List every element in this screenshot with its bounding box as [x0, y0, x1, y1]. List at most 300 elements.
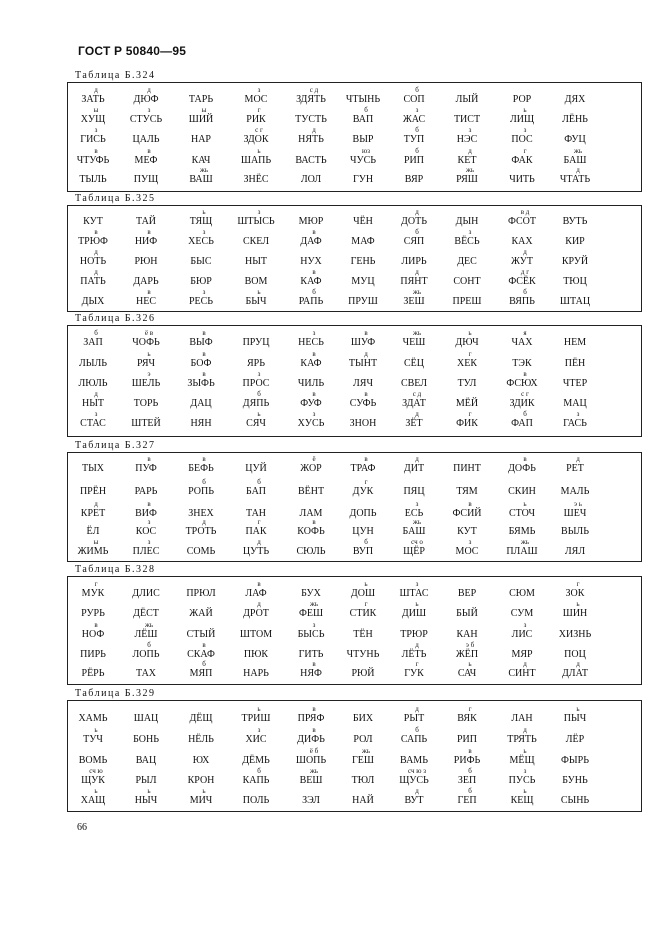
word-annotation: з: [312, 329, 316, 337]
table-word: ТЁН: [353, 629, 373, 640]
table-word: РАРЬ: [134, 486, 158, 497]
table-word: ПЛАШ: [506, 546, 538, 557]
table-word: ДИШ: [401, 608, 427, 619]
table-word: ЛЁТЬ: [401, 649, 427, 660]
table-word: БАП: [245, 486, 267, 497]
word-annotation: б: [415, 726, 419, 734]
table-word: НАЙ: [352, 795, 374, 806]
table-word: КАЧ: [191, 155, 211, 166]
word-annotation: д: [415, 641, 419, 649]
table-word: МЮР: [298, 216, 324, 227]
table-word: ЛЫЙ: [455, 94, 479, 105]
table-word: ЗДАТ: [402, 398, 426, 409]
word-annotation: э: [147, 370, 151, 378]
word-annotation: ь: [147, 350, 151, 358]
table-word: ЧОФЬ: [132, 337, 160, 348]
table-word: НИФ: [134, 236, 158, 247]
table-title: Таблица Б.329: [75, 688, 156, 699]
word-annotation: жь: [412, 518, 422, 526]
word-annotation: в: [94, 228, 98, 236]
word-annotation: з: [576, 410, 580, 418]
word-annotation: ь: [257, 410, 261, 418]
table-word: СЫНЬ: [560, 795, 590, 806]
table-word: ЧИТЬ: [509, 174, 535, 185]
word-annotation: б: [468, 767, 472, 775]
table-word: ВАЦ: [135, 755, 157, 766]
table-word: ВЯПЬ: [509, 296, 535, 307]
word-annotation: б: [468, 787, 472, 795]
table-word: ЛЮЛЬ: [78, 378, 108, 389]
word-annotation: г: [468, 410, 472, 418]
table-word: ПЫЧ: [563, 713, 587, 724]
table-word: КОС: [135, 526, 157, 537]
word-annotation: г: [468, 705, 472, 713]
table-word: ВУТ: [404, 795, 424, 806]
table-word: НОТЬ: [79, 256, 107, 267]
table-word: ЯРЬ: [247, 358, 265, 369]
table-title: Таблица Б.325: [75, 193, 156, 204]
table-word: ХИС: [245, 734, 267, 745]
word-annotation: ь: [202, 208, 206, 216]
word-annotation: в: [312, 705, 316, 713]
table-word: ДЫН: [455, 216, 479, 227]
word-annotation: б: [202, 660, 206, 668]
word-annotation: ы: [93, 538, 99, 546]
table-word: ДЁЩ: [189, 713, 213, 724]
table-word: ШЕЧ: [563, 508, 587, 519]
word-annotation: з: [94, 126, 98, 134]
table-word: ХУСЬ: [297, 418, 325, 429]
table-word: КУТ: [457, 526, 477, 537]
word-annotation: жь: [309, 600, 319, 608]
table-word: ЁЛ: [86, 526, 100, 537]
word-annotation: ь: [523, 747, 527, 755]
table-word: СКАФ: [187, 649, 215, 660]
table-word: НАР: [190, 134, 212, 145]
table-word: ДОПЬ: [349, 508, 377, 519]
word-annotation: в: [312, 268, 316, 276]
word-annotation: б: [257, 767, 261, 775]
document-header: ГОСТ Р 50840—95: [78, 44, 187, 58]
table-word: ДЛИС: [132, 588, 160, 599]
table-word: СВЕЛ: [400, 378, 428, 389]
word-annotation: з: [415, 500, 419, 508]
table-word: ЗДЯТЬ: [296, 94, 326, 105]
word-annotation: жь: [520, 538, 530, 546]
table-word: ПРЕШ: [452, 296, 482, 307]
word-annotation: з: [415, 580, 419, 588]
table-word: ЛАН: [511, 713, 533, 724]
table-word: САПЬ: [400, 734, 428, 745]
table-word: РОПЬ: [188, 486, 214, 497]
table-word: ЖАЙ: [189, 608, 213, 619]
word-annotation: ь: [257, 288, 261, 296]
table-word: ЧЕШ: [402, 337, 426, 348]
table-word: РИФЬ: [453, 755, 481, 766]
table-word: ДИФЬ: [297, 734, 325, 745]
table-word: СИНТ: [508, 668, 536, 679]
table-word: ВАСТЬ: [295, 155, 327, 166]
table-word: БЫС: [190, 256, 212, 267]
word-annotation: д: [576, 166, 580, 174]
word-annotation: с д: [309, 86, 319, 94]
word-annotation: в: [94, 621, 98, 629]
word-annotation: з: [468, 126, 472, 134]
table-word: ТУЧ: [83, 734, 103, 745]
table-word: НЯТЬ: [298, 134, 324, 145]
word-annotation: г: [415, 660, 419, 668]
word-annotation: д: [94, 268, 98, 276]
table-word: ХУЩ: [80, 114, 106, 125]
table-word: ДЕС: [457, 256, 477, 267]
word-annotation: б: [415, 86, 419, 94]
table-word: ПРОС: [242, 378, 270, 389]
table-word: ШАЦ: [133, 713, 159, 724]
word-annotation: ь: [94, 726, 98, 734]
table-word: ПАК: [245, 526, 267, 537]
table-word: ПОЛЬ: [242, 795, 270, 806]
table-word: ФСЮХ: [506, 378, 538, 389]
table-word: ТЮЛ: [351, 775, 375, 786]
table-word: СЁЦ: [404, 358, 424, 369]
word-annotation: г: [94, 580, 98, 588]
table-word: ШТАЦ: [559, 296, 591, 307]
table-word: ЛОПЬ: [132, 649, 160, 660]
table-word: ВЯР: [404, 174, 424, 185]
word-annotation: з: [312, 410, 316, 418]
word-annotation: в: [147, 288, 151, 296]
word-annotation: д: [257, 600, 261, 608]
table-word: РЯЧ: [136, 358, 156, 369]
table-word: НЕМ: [563, 337, 587, 348]
word-annotation: б: [523, 288, 527, 296]
word-annotation: з: [523, 126, 527, 134]
word-annotation: в: [312, 390, 316, 398]
table-word: КАПЬ: [242, 775, 270, 786]
word-annotation: з: [312, 621, 316, 629]
word-annotation: д: [147, 86, 151, 94]
table-word: БОНЬ: [133, 734, 159, 745]
word-annotation: в: [202, 329, 206, 337]
table-word: ШИЙ: [188, 114, 214, 125]
table-word: НЯФ: [300, 668, 322, 679]
word-annotation: в: [147, 228, 151, 236]
table-word: БЫЧ: [245, 296, 267, 307]
word-annotation: д: [94, 248, 98, 256]
table-word: ПЮК: [243, 649, 269, 660]
table-word: ХАМЬ: [78, 713, 108, 724]
table-word: ШТЕЙ: [131, 418, 161, 429]
table-word: ЖЁП: [455, 649, 479, 660]
table-word: МЁЙ: [455, 398, 479, 409]
table-word: СОП: [403, 94, 425, 105]
word-annotation: ь: [147, 787, 151, 795]
table-word: ЧТЫНЬ: [345, 94, 381, 105]
table-word: ЛЁШ: [134, 629, 158, 640]
table-word: ДАРЬ: [133, 276, 159, 287]
table-word: РИП: [456, 734, 478, 745]
word-annotation: д: [468, 147, 472, 155]
word-annotation: з: [147, 106, 151, 114]
table-word: ЗНОН: [349, 418, 377, 429]
table-word: ЗАТЬ: [81, 94, 105, 105]
table-word: ВУП: [352, 546, 374, 557]
word-annotation: д: [415, 410, 419, 418]
table-word: ТРИШ: [241, 713, 271, 724]
word-annotation: в: [364, 455, 368, 463]
table-word: МОС: [455, 546, 479, 557]
table-word: ЦУН: [352, 526, 374, 537]
word-annotation: сч ю з: [408, 767, 426, 775]
word-annotation: б: [415, 228, 419, 236]
table-word: БИХ: [352, 713, 374, 724]
word-annotation: д: [312, 126, 316, 134]
word-annotation: юз: [362, 147, 370, 155]
table-word: МЯР: [511, 649, 533, 660]
table-word: РЫЛ: [135, 775, 157, 786]
table-word: РЁРЬ: [81, 668, 105, 679]
table-word: ДАЦ: [190, 398, 212, 409]
table-word: ДЛАТ: [561, 668, 589, 679]
table-word: НЭС: [456, 134, 478, 145]
table-word: ВЁНТ: [297, 486, 325, 497]
table-word: ГИСЬ: [80, 134, 106, 145]
table-word: ТРЯТЬ: [507, 734, 537, 745]
table-word: ТАХ: [135, 668, 157, 679]
table-word: НАРЬ: [243, 668, 269, 679]
table-word: ЧИЛЬ: [297, 378, 325, 389]
table-word: ЛИС: [511, 629, 533, 640]
word-annotation: з: [202, 288, 206, 296]
table-word: ПОЦ: [564, 649, 586, 660]
table-word: НЫТ: [244, 256, 268, 267]
table-word: ФАК: [511, 155, 533, 166]
word-annotation: з: [202, 228, 206, 236]
word-annotation: д: [202, 518, 206, 526]
table-word: ТУСТЬ: [295, 114, 327, 125]
table-word: ГАСЬ: [563, 418, 587, 429]
word-annotation: в: [257, 580, 261, 588]
table-word: ДОШ: [350, 588, 376, 599]
word-annotation: б: [415, 126, 419, 134]
word-annotation: б: [147, 641, 151, 649]
word-annotation: жь: [144, 621, 154, 629]
table-word: ГЕНЬ: [350, 256, 376, 267]
table-word: ДЯХ: [564, 94, 586, 105]
table-word: НЯН: [190, 418, 212, 429]
table-word: ДОТЬ: [401, 216, 427, 227]
table-word: ПЁН: [564, 358, 586, 369]
word-annotation: ы: [93, 106, 99, 114]
table-word: ЛЁР: [565, 734, 585, 745]
table-word: КИР: [565, 236, 585, 247]
table-word: ХИЗНЬ: [558, 629, 592, 640]
table-word: ПРУШ: [348, 296, 378, 307]
table-word: ВОМ: [244, 276, 268, 287]
table-word: ЩУК: [81, 775, 105, 786]
table-word: ЦУЙ: [245, 463, 267, 474]
table-word: ЗЭЛ: [302, 795, 320, 806]
table-word: ЖОР: [300, 463, 322, 474]
word-annotation: д: [364, 350, 368, 358]
word-annotation: б: [257, 478, 261, 486]
table-word: СУМ: [510, 608, 534, 619]
word-annotation: г: [364, 478, 368, 486]
table-word: СЯП: [403, 236, 425, 247]
word-annotation: з: [257, 86, 261, 94]
word-annotation: д: [415, 787, 419, 795]
table-word: ЛЁНЬ: [562, 114, 588, 125]
table-word: ЗЁТ: [405, 418, 423, 429]
word-annotation: ь: [576, 705, 580, 713]
table-word: ГУК: [404, 668, 424, 679]
table-word: ПИНТ: [453, 463, 481, 474]
table-word: ЛАФ: [245, 588, 267, 599]
table-word: САЧ: [457, 668, 477, 679]
table-word: БАШ: [402, 526, 426, 537]
table-word: ВОМЬ: [78, 755, 108, 766]
table-word: ЛЫЛЬ: [78, 358, 108, 369]
table-word: РЕСЬ: [188, 296, 214, 307]
table-word: ТРЮР: [400, 629, 428, 640]
word-annotation: д: [576, 660, 580, 668]
word-annotation: ь: [257, 147, 261, 155]
table-word: ТЯМ: [456, 486, 478, 497]
table-title: Таблица Б.328: [75, 564, 156, 575]
table-word: ПРЯФ: [297, 713, 325, 724]
word-annotation: з: [257, 726, 261, 734]
word-annotation: д: [257, 538, 261, 546]
word-annotation: д: [523, 660, 527, 668]
table-word: ТЫНТ: [348, 358, 378, 369]
table-word: СОМЬ: [186, 546, 216, 557]
table-word: БОФ: [190, 358, 212, 369]
table-word: ТАН: [245, 508, 267, 519]
table-word: РИП: [403, 155, 425, 166]
table-word: ПИРЬ: [80, 649, 106, 660]
table-word: ВЫЛЬ: [561, 526, 589, 537]
word-annotation: з: [523, 767, 527, 775]
word-annotation: д: [94, 390, 98, 398]
table-word: ЧАХ: [511, 337, 533, 348]
table-word: ЗЕШ: [403, 296, 425, 307]
word-annotation: з: [468, 538, 472, 546]
word-annotation: з: [94, 410, 98, 418]
table-word: МИЧ: [189, 795, 213, 806]
word-annotation: ё б: [309, 747, 319, 755]
table-word: КАХ: [511, 236, 533, 247]
table-word: БЯМЬ: [508, 526, 536, 537]
table-word: ДЮЧ: [455, 337, 479, 348]
word-annotation: ь: [523, 787, 527, 795]
table-word: РЫТ: [403, 713, 425, 724]
table-word: ШЕЛЬ: [131, 378, 161, 389]
table-word: ФСОТ: [508, 216, 536, 227]
word-annotation: г: [523, 147, 527, 155]
table-word: ДЁСТ: [133, 608, 159, 619]
word-annotation: жь: [573, 147, 583, 155]
table-word: ЧУСЬ: [350, 155, 376, 166]
word-annotation: в: [523, 370, 527, 378]
table-word: НОФ: [81, 629, 105, 640]
page-number: 66: [77, 822, 87, 833]
table-word: ЗНЁС: [243, 174, 269, 185]
word-annotation: д г: [520, 268, 530, 276]
table-word: ГЕШ: [352, 755, 374, 766]
word-annotation: б: [257, 390, 261, 398]
table-word: ТРЮФ: [78, 236, 108, 247]
table-word: МЯП: [189, 668, 213, 679]
word-annotation: ь: [468, 329, 472, 337]
table-word: ФСЁК: [508, 276, 536, 287]
word-annotation: э ь: [574, 500, 582, 508]
word-annotation: в: [147, 147, 151, 155]
word-annotation: б: [415, 147, 419, 155]
table-word: ХЕСЬ: [188, 236, 214, 247]
word-annotation: з: [147, 518, 151, 526]
word-annotation: б: [364, 106, 368, 114]
word-annotation: з: [468, 228, 472, 236]
word-annotation: я: [523, 329, 527, 337]
table-title: Таблица Б.327: [75, 440, 156, 451]
table-word: ТАЙ: [135, 216, 157, 227]
table-word: ЛЯЛ: [564, 546, 586, 557]
table-word: ДЁМЬ: [242, 755, 270, 766]
word-annotation: з: [257, 208, 261, 216]
word-annotation: д: [415, 268, 419, 276]
table-word: ЛАМ: [299, 508, 323, 519]
word-annotation: г: [364, 600, 368, 608]
table-word: БУХ: [301, 588, 321, 599]
word-annotation: жь: [361, 747, 371, 755]
table-word: ШТОМ: [239, 629, 273, 640]
table-word: БЫЙ: [456, 608, 478, 619]
table-word: ШАПЬ: [240, 155, 272, 166]
word-annotation: в: [202, 641, 206, 649]
table-title: Таблица Б.326: [75, 313, 156, 324]
word-annotation: в д: [520, 208, 530, 216]
word-annotation: в: [312, 350, 316, 358]
table-title: Таблица Б.324: [75, 70, 156, 81]
table-word: ЗДОК: [243, 134, 269, 145]
table-word: ЖАС: [402, 114, 426, 125]
table-word: ЧЁН: [353, 216, 373, 227]
word-annotation: в: [312, 726, 316, 734]
word-annotation: жь: [412, 288, 422, 296]
table-word: ВЫР: [352, 134, 374, 145]
table-word: ВЕР: [457, 588, 477, 599]
table-word: ПУФ: [135, 463, 157, 474]
table-word: ШОПЬ: [295, 755, 327, 766]
table-word: ЩЁР: [403, 546, 425, 557]
word-annotation: б: [202, 478, 206, 486]
table-word: ЛИЩ: [509, 114, 535, 125]
table-word: ЛИРЬ: [401, 256, 427, 267]
word-annotation: д: [415, 208, 419, 216]
table-word: ЦУТЬ: [242, 546, 270, 557]
table-word: ФУФ: [300, 398, 322, 409]
table-word: МЁЩ: [509, 755, 535, 766]
word-annotation: в: [147, 500, 151, 508]
table-word: КАФ: [300, 276, 322, 287]
table-word: СКЕЛ: [242, 236, 270, 247]
word-annotation: д: [94, 86, 98, 94]
word-annotation: ё: [312, 455, 316, 463]
table-word: ЗЕП: [457, 775, 477, 786]
table-word: ТРОТЬ: [185, 526, 217, 537]
table-word: КРОН: [187, 775, 215, 786]
table-word: ВЯК: [457, 713, 477, 724]
